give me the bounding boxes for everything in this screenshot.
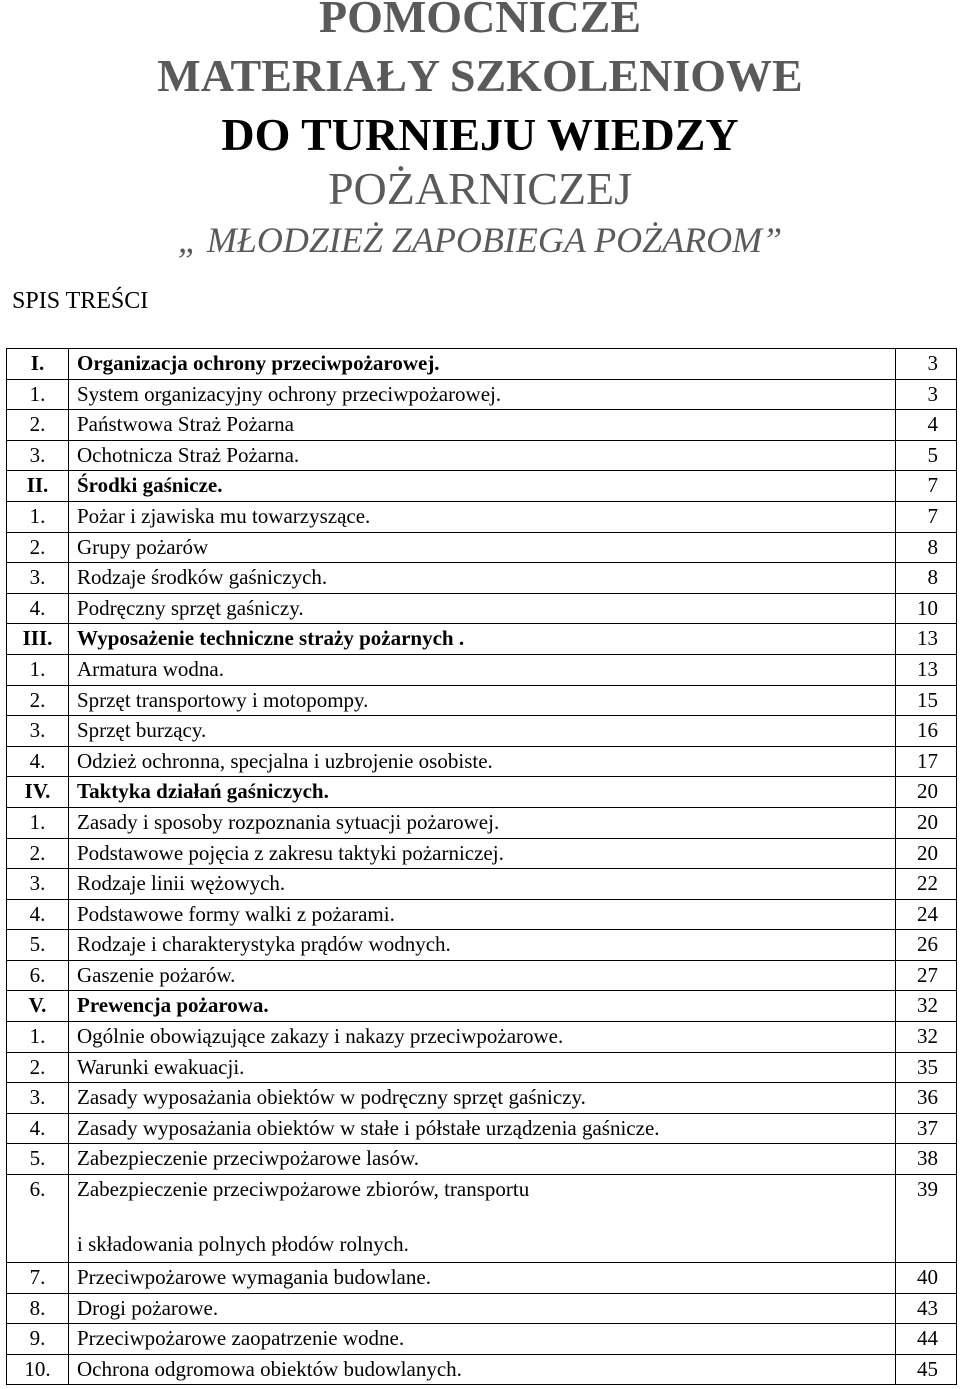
toc-entry-page-number: 5 xyxy=(896,440,957,471)
toc-section-row xyxy=(7,379,957,410)
title-line-1: POMOCNICZE xyxy=(319,0,641,42)
toc-entry-number: II. xyxy=(7,471,69,502)
toc-entry-page-number: 45 xyxy=(896,1354,957,1385)
toc-entry-title-cell xyxy=(69,1175,896,1263)
toc-section-row xyxy=(7,1113,957,1144)
toc-section-row xyxy=(7,807,957,838)
toc-section-row xyxy=(7,440,957,471)
toc-section-row xyxy=(7,746,957,777)
toc-chapter-row xyxy=(7,349,957,380)
toc-entry-title: Rodzaje linii wężowych. xyxy=(77,871,286,896)
toc-entry-page-number: 3 xyxy=(896,379,957,410)
toc-entry-title-cell xyxy=(69,1083,896,1114)
toc-section-row xyxy=(7,501,957,532)
toc-entry-title-cell xyxy=(69,807,896,838)
toc-entry-title-cell xyxy=(69,869,896,900)
toc-entry-number: 5. xyxy=(7,930,69,961)
toc-section-row xyxy=(7,563,957,594)
toc-entry-title: Rodzaje środków gaśniczych. xyxy=(77,565,328,590)
toc-section-row xyxy=(7,532,957,563)
toc-entry-number: 2. xyxy=(7,838,69,869)
toc-entry-number: 1. xyxy=(7,654,69,685)
toc-entry-page-number: 7 xyxy=(896,471,957,502)
toc-section-row xyxy=(7,1324,957,1355)
toc-entry-page-number: 13 xyxy=(896,654,957,685)
toc-entry-title: Sprzęt burzący. xyxy=(77,718,207,743)
toc-entry-number: I. xyxy=(7,349,69,380)
toc-entry-page-number: 17 xyxy=(896,746,957,777)
toc-entry-title: Zasady i sposoby rozpoznania sytuacji pożarowej. xyxy=(77,809,500,834)
toc-section-row xyxy=(7,1052,957,1083)
toc-entry-number: 6. xyxy=(7,960,69,991)
toc-entry-title-cell xyxy=(69,1113,896,1144)
toc-section-row xyxy=(7,1263,957,1294)
toc-entry-page-number: 24 xyxy=(896,899,957,930)
toc-entry-title-cell xyxy=(69,563,896,594)
toc-entry-title-cell xyxy=(69,349,896,380)
toc-entry-number: 7. xyxy=(7,1263,69,1294)
toc-entry-number: 9. xyxy=(7,1324,69,1355)
toc-entry-title-cell xyxy=(69,593,896,624)
toc-entry-title: Podręczny sprzęt gaśniczy. xyxy=(77,595,304,620)
toc-entry-title-cell xyxy=(69,1263,896,1294)
toc-entry-title: Zasady wyposażania obiektów w podręczny sprzęt gaśniczy. xyxy=(77,1085,586,1110)
toc-entry-number: 4. xyxy=(7,1113,69,1144)
toc-entry-number: III. xyxy=(7,624,69,655)
toc-entry-title: Przeciwpożarowe zaopatrzenie wodne. xyxy=(77,1326,405,1351)
toc-entry-title: Zabezpieczenie przeciwpożarowe lasów. xyxy=(77,1146,420,1171)
toc-entry-number: 3. xyxy=(7,1083,69,1114)
toc-entry-title: Rodzaje i charakterystyka prądów wodnych. xyxy=(77,932,451,957)
toc-entry-page-number: 38 xyxy=(896,1144,957,1175)
toc-section-row xyxy=(7,1293,957,1324)
toc-entry-title: Prewencja pożarowa. xyxy=(77,993,269,1018)
toc-entry-title-cell xyxy=(69,1324,896,1355)
toc-section-row xyxy=(7,1175,957,1263)
title-line-3: DO TURNIEJU WIEDZY xyxy=(221,109,739,160)
toc-section-row xyxy=(7,654,957,685)
toc-entry-page-number: 20 xyxy=(896,777,957,808)
toc-chapter-row xyxy=(7,624,957,655)
toc-entry-number: 3. xyxy=(7,716,69,747)
subtitle-motto: „ MŁODZIEŻ ZAPOBIEGA POŻAROM” xyxy=(177,220,783,260)
toc-entry-title: System organizacyjny ochrony przeciwpożarowej. xyxy=(77,381,502,406)
toc-entry-page-number: 40 xyxy=(896,1263,957,1294)
toc-entry-title: Gaszenie pożarów. xyxy=(77,962,236,987)
toc-entry-title: Podstawowe pojęcia z zakresu taktyki pożarniczej. xyxy=(77,840,504,865)
toc-entry-title: Przeciwpożarowe wymagania budowlane. xyxy=(77,1265,431,1290)
toc-entry-page-number: 3 xyxy=(896,349,957,380)
toc-entry-number: 1. xyxy=(7,379,69,410)
toc-entry-title: Państwowa Straż Pożarna xyxy=(77,412,294,437)
toc-entry-title-continuation: i składowania polnych płodów rolnych. xyxy=(77,1232,409,1257)
toc-entry-page-number: 43 xyxy=(896,1293,957,1324)
toc-entry-title-cell xyxy=(69,685,896,716)
toc-entry-number: 8. xyxy=(7,1293,69,1324)
title-line-2: MATERIAŁY SZKOLENIOWE xyxy=(157,50,803,101)
toc-entry-title-cell xyxy=(69,716,896,747)
toc-entry-number: 2. xyxy=(7,410,69,441)
toc-entry-title: Wyposażenie techniczne straży pożarnych . xyxy=(77,626,465,651)
toc-section-row xyxy=(7,716,957,747)
toc-section-row xyxy=(7,838,957,869)
toc-entry-page-number: 15 xyxy=(896,685,957,716)
toc-entry-title: Armatura wodna. xyxy=(77,656,224,681)
toc-section-row xyxy=(7,930,957,961)
toc-entry-page-number: 27 xyxy=(896,960,957,991)
toc-entry-number: 4. xyxy=(7,899,69,930)
toc-entry-page-number: 20 xyxy=(896,838,957,869)
toc-entry-title: Organizacja ochrony przeciwpożarowej. xyxy=(77,351,440,375)
toc-entry-page-number: 13 xyxy=(896,624,957,655)
toc-entry-title-cell xyxy=(69,1293,896,1324)
toc-entry-title-cell xyxy=(69,1144,896,1175)
toc-section-row xyxy=(7,1144,957,1175)
toc-chapter-row xyxy=(7,991,957,1022)
toc-entry-page-number: 4 xyxy=(896,410,957,441)
toc-entry-title: Ochrona odgromowa obiektów budowlanych. xyxy=(77,1356,462,1381)
toc-entry-number: 4. xyxy=(7,746,69,777)
toc-section-row xyxy=(7,960,957,991)
toc-entry-number: 2. xyxy=(7,685,69,716)
toc-section-row xyxy=(7,685,957,716)
toc-entry-title-cell xyxy=(69,1354,896,1385)
toc-entry-title: Zabezpieczenie przeciwpożarowe zbiorów, transportu xyxy=(77,1177,530,1202)
toc-entry-title: Odzież ochronna, specjalna i uzbrojenie osobiste. xyxy=(77,748,493,773)
toc-entry-number: 2. xyxy=(7,532,69,563)
toc-entry-title-cell xyxy=(69,899,896,930)
toc-section-row xyxy=(7,869,957,900)
toc-entry-page-number: 20 xyxy=(896,807,957,838)
toc-entry-number: 4. xyxy=(7,593,69,624)
toc-entry-title: Zasady wyposażania obiektów w stałe i półstałe urządzenia gaśnicze. xyxy=(77,1115,660,1140)
toc-entry-title: Grupy pożarów xyxy=(77,534,209,559)
toc-entry-number: 1. xyxy=(7,1022,69,1053)
toc-entry-title-cell xyxy=(69,930,896,961)
toc-chapter-row xyxy=(7,777,957,808)
toc-entry-title: Drogi pożarowe. xyxy=(77,1295,219,1320)
toc-entry-page-number: 32 xyxy=(896,991,957,1022)
toc-entry-title-cell xyxy=(69,471,896,502)
toc-entry-page-number: 10 xyxy=(896,593,957,624)
toc-entry-page-number: 7 xyxy=(896,501,957,532)
toc-entry-title-cell xyxy=(69,991,896,1022)
toc-entry-page-number: 36 xyxy=(896,1083,957,1114)
toc-entry-number: 1. xyxy=(7,501,69,532)
toc-entry-page-number: 8 xyxy=(896,563,957,594)
toc-entry-number: V. xyxy=(7,991,69,1022)
toc-entry-number: 3. xyxy=(7,440,69,471)
toc-section-row xyxy=(7,899,957,930)
toc-entry-page-number: 22 xyxy=(896,869,957,900)
toc-entry-title-cell xyxy=(69,501,896,532)
table-of-contents xyxy=(6,348,957,1385)
toc-entry-title-cell xyxy=(69,410,896,441)
toc-entry-number: 6. xyxy=(7,1175,69,1263)
toc-entry-title-cell xyxy=(69,654,896,685)
toc-entry-title: Sprzęt transportowy i motopompy. xyxy=(77,687,369,712)
toc-section-row xyxy=(7,593,957,624)
toc-entry-title-cell xyxy=(69,440,896,471)
toc-entry-title: Taktyka działań gaśniczych. xyxy=(77,779,329,804)
toc-entry-title: Podstawowe formy walki z pożarami. xyxy=(77,901,395,926)
toc-entry-page-number: 32 xyxy=(896,1022,957,1053)
toc-entry-number: 10. xyxy=(7,1354,69,1385)
toc-heading: SPIS TREŚCI xyxy=(12,288,149,314)
toc-entry-page-number: 35 xyxy=(896,1052,957,1083)
toc-entry-title-cell xyxy=(69,532,896,563)
toc-section-row xyxy=(7,410,957,441)
toc-entry-page-number: 44 xyxy=(896,1324,957,1355)
toc-entry-number: IV. xyxy=(7,777,69,808)
toc-entry-title-cell xyxy=(69,1052,896,1083)
toc-entry-title: Ogólnie obowiązujące zakazy i nakazy przeciwpożarowe. xyxy=(77,1024,564,1049)
toc-entry-title: Warunki ewakuacji. xyxy=(77,1054,245,1079)
toc-section-row xyxy=(7,1083,957,1114)
toc-section-row xyxy=(7,1022,957,1053)
toc-entry-number: 3. xyxy=(7,869,69,900)
toc-entry-title-cell xyxy=(69,960,896,991)
toc-entry-page-number: 26 xyxy=(896,930,957,961)
toc-chapter-row xyxy=(7,471,957,502)
toc-entry-number: 5. xyxy=(7,1144,69,1175)
toc-entry-page-number: 8 xyxy=(896,532,957,563)
toc-entry-number: 1. xyxy=(7,807,69,838)
toc-entry-number: 2. xyxy=(7,1052,69,1083)
toc-entry-page-number: 16 xyxy=(896,716,957,747)
title-line-4: POŻARNICZEJ xyxy=(327,163,633,214)
toc-entry-title: Ochotnicza Straż Pożarna. xyxy=(77,442,300,467)
toc-body xyxy=(7,349,957,1385)
toc-entry-title-cell xyxy=(69,838,896,869)
toc-entry-number: 3. xyxy=(7,563,69,594)
toc-entry-title-cell xyxy=(69,379,896,410)
toc-entry-title-cell xyxy=(69,777,896,808)
toc-section-row xyxy=(7,1354,957,1385)
toc-entry-page-number: 39 xyxy=(896,1175,957,1263)
toc-entry-title-cell xyxy=(69,1022,896,1053)
toc-entry-title: Pożar i zjawiska mu towarzyszące. xyxy=(77,503,371,528)
toc-entry-page-number: 37 xyxy=(896,1113,957,1144)
toc-entry-title: Środki gaśnicze. xyxy=(77,473,223,498)
toc-entry-title-cell xyxy=(69,624,896,655)
toc-entry-title-cell xyxy=(69,746,896,777)
